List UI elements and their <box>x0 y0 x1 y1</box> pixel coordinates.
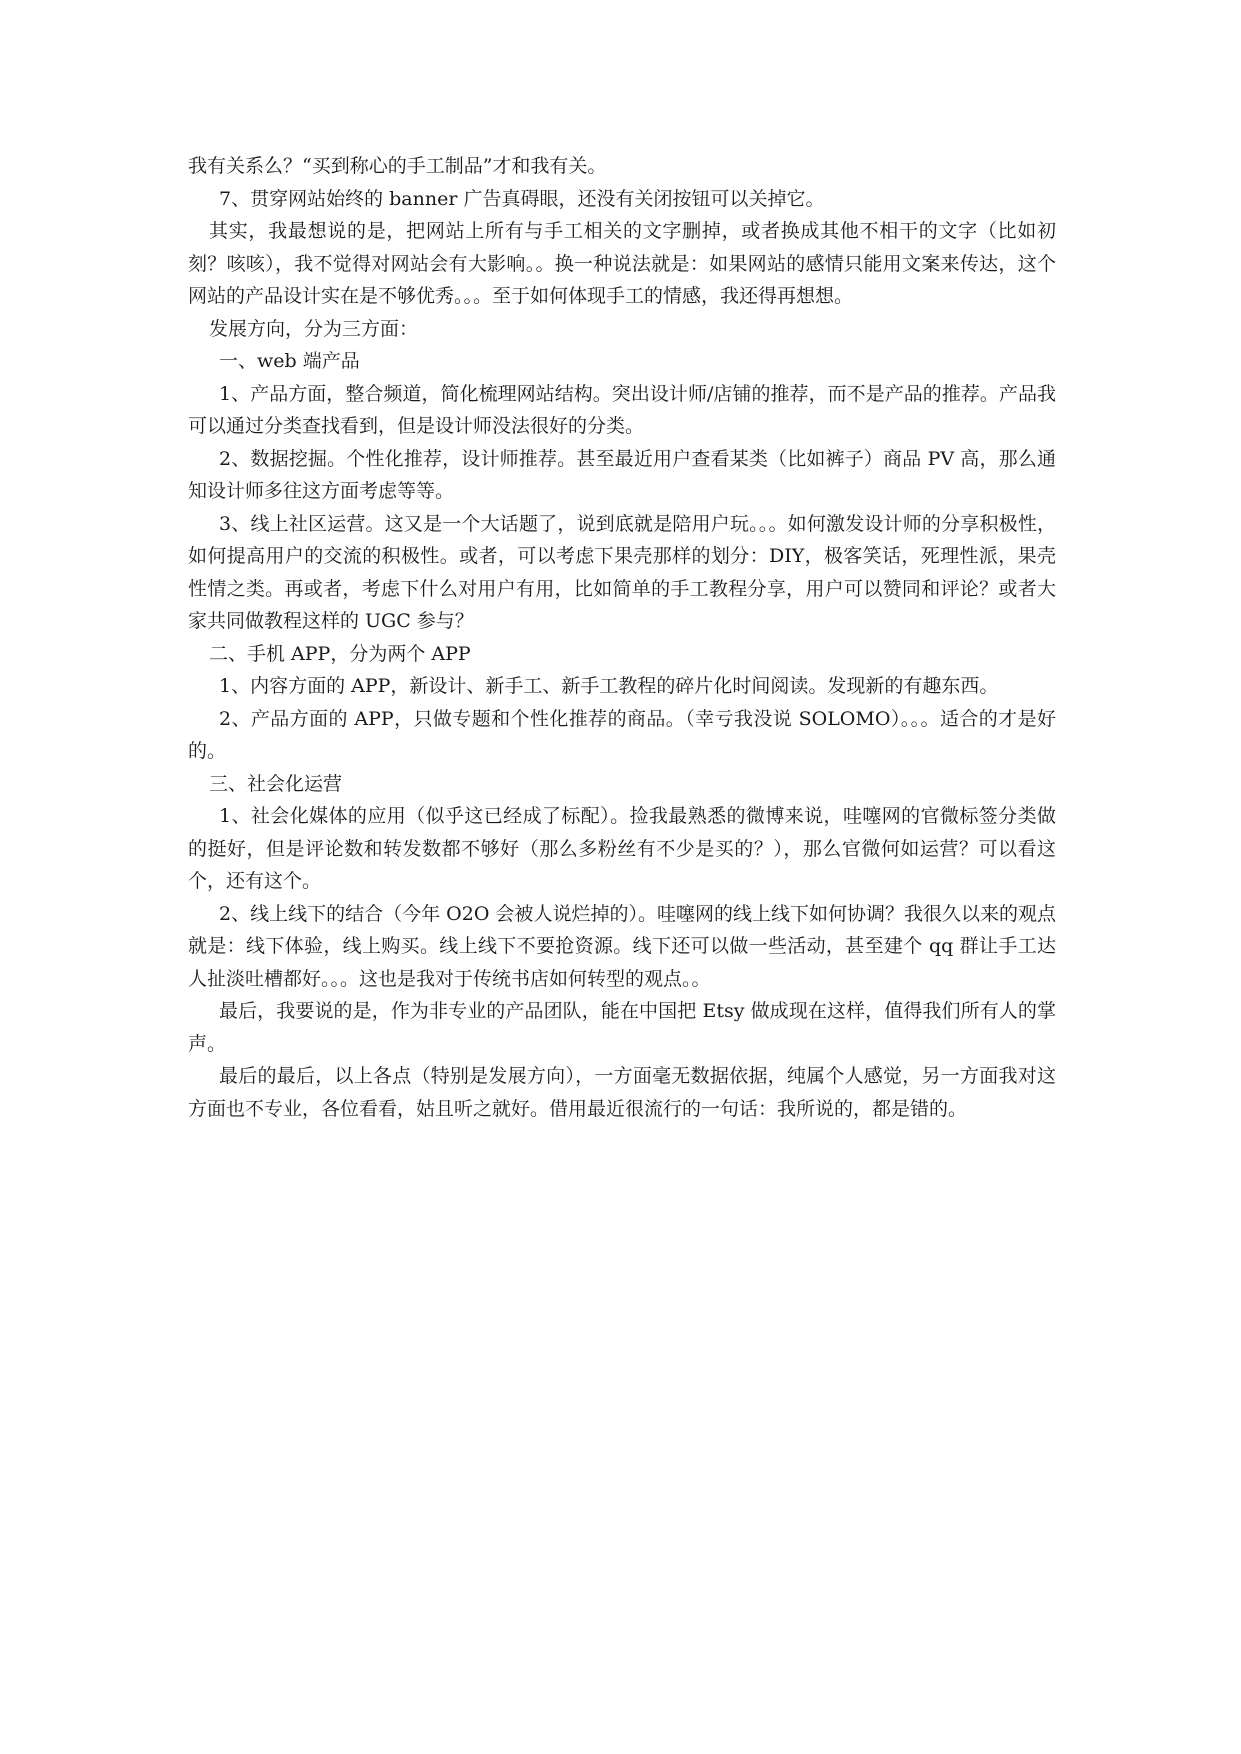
paragraph: 一、web 端产品 <box>219 350 360 372</box>
paragraph: 我有关系么？“买到称心的手工制品”才和我有关。 <box>188 155 607 177</box>
paragraph: 1、内容方面的 APP，新设计、新手工、新手工教程的碎片化时间阅读。发现新的有趣东西。 <box>219 675 999 697</box>
paragraph: 2、产品方面的 APP，只做专题和个性化推荐的商品。（幸亏我没说 SOLOMO）。。。适合的才是好的。 <box>188 707 1056 762</box>
paragraph: 其实，我最想说的是，把网站上所有与手工相关的文字删掉，或者换成其他不相干的文字（比如初刻？咳咳），我不觉得对网站会有大影响。。换一种说法就是：如果网站的感情只能用文案来传达，这个网站的产品设计实在是不够优秀。。。至于如何体现手工的情感，我还得再想想。 <box>188 220 1056 307</box>
paragraph: 1、产品方面，整合频道，简化梳理网站结构。突出设计师/店铺的推荐，而不是产品的推荐。产品我可以通过分类查找看到，但是设计师没法很好的分类。 <box>188 382 1056 437</box>
paragraph: 7、贯穿网站始终的 banner 广告真碍眼，还没有关闭按钮可以关掉它。 <box>219 187 825 210</box>
paragraph: 2、数据挖掘。个性化推荐，设计师推荐。甚至最近用户查看某类（比如裤子）商品 PV 高，那么通知设计师多往这方面考虑等等。 <box>188 447 1056 502</box>
paragraph: 最后，我要说的是，作为非专业的产品团队，能在中国把 Etsy 做成现在这样，值得我们所有人的掌声。 <box>188 1000 1056 1055</box>
paragraph: 发展方向，分为三方面： <box>209 317 419 340</box>
paragraph: 3、线上社区运营。这又是一个大话题了，说到底就是陪用户玩。。。如何激发设计师的分享积极性，如何提高用户的交流的积极性。或者，可以考虑下果壳那样的划分：DIY，极客笑话，死理性派，果壳性情之类。再或者，考虑下什么对用户有用，比如简单的手工教程分享，用户可以赞同和评论？或者大家共同做教程这样的 UGC 参与？ <box>188 512 1056 632</box>
paragraph: 1、社会化媒体的应用（似乎这已经成了标配）。捡我最熟悉的微博来说，哇噻网的官微标签分类做的挺好，但是评论数和转发数都不够好（那么多粉丝有不少是买的？），那么官微何如运营？可以看这个，还有这个。 <box>188 805 1056 892</box>
paragraph: 二、手机 APP，分为两个 APP <box>209 642 471 665</box>
paragraph: 2、线上线下的结合（今年 O2O 会被人说烂掉的）。哇噻网的线上线下如何协调？我很久以来的观点就是：线下体验，线上购买。线上线下不要抢资源。线下还可以做一些活动，甚至建个 qq 群让手工达人扯淡吐槽都好。。。这也是我对于传统书店如何转型的观点。。 <box>188 902 1056 990</box>
paragraph: 三、社会化运营 <box>209 772 343 795</box>
paragraph: 最后的最后，以上各点（特别是发展方向），一方面毫无数据依据，纯属个人感觉，另一方面我对这方面也不专业，各位看看，姑且听之就好。借用最近很流行的一句话：我所说的，都是错的。 <box>188 1065 1056 1120</box>
document-body <box>188 150 1056 1125</box>
